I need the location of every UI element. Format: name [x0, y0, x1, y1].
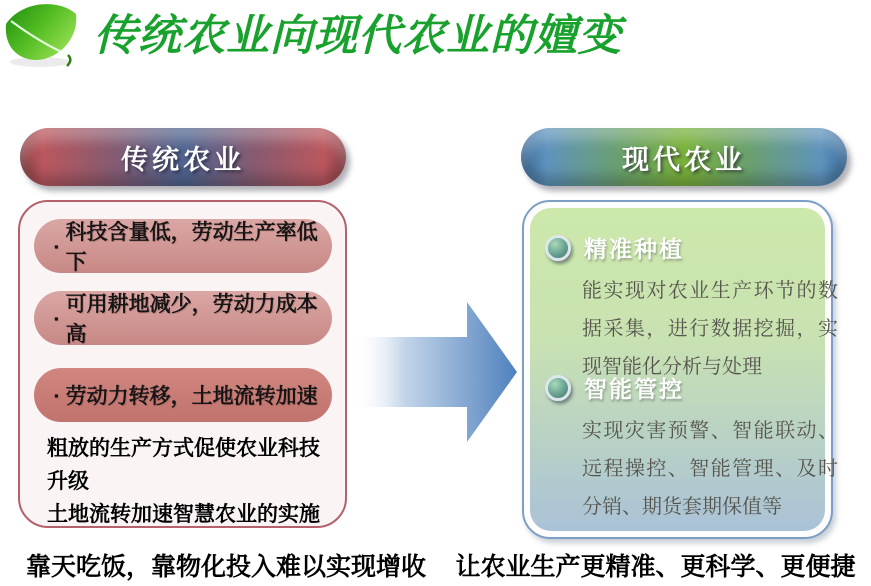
modern-section-2-title: 智能管控 — [584, 376, 684, 402]
sphere-bullet-icon — [545, 375, 571, 401]
traditional-item-2 — [34, 291, 332, 345]
modern-section-1-title: 精准种植 — [584, 236, 684, 262]
arrow-right-icon — [356, 299, 519, 446]
traditional-item-2-label: 可用耕地减少，劳动力成本高 — [65, 293, 318, 346]
square-bullet-icon: ▪ — [54, 238, 59, 254]
modern-section-2-body: 实现灾害预警、智能联动、远程操控、智能管理、及时分销、期货套期保值等 — [582, 420, 838, 518]
modern-section-1-body: 能实现对农业生产环节的数据采集，进行数据挖掘，实现智能化分析与处理 — [582, 280, 838, 378]
modern-section-2 — [545, 371, 838, 526]
modern-section-1 — [545, 231, 838, 386]
traditional-item-3 — [34, 368, 332, 422]
traditional-agriculture-header-label: 传统农业 — [121, 144, 245, 175]
traditional-caption: 靠天吃饭，靠物化投入难以实现增收 — [26, 553, 427, 581]
square-bullet-icon: ▪ — [54, 310, 59, 326]
modern-caption: 让农业生产更精准、更科学、更便捷 — [455, 553, 856, 581]
leaf-icon — [2, 2, 84, 72]
page-title: 传统农业向现代农业的嬗变 — [94, 12, 622, 60]
modern-section-2-head — [545, 371, 817, 404]
traditional-item-3-label: 劳动力转移，土地流转加速 — [65, 385, 318, 408]
sphere-bullet-icon — [545, 235, 571, 261]
traditional-agriculture-header — [20, 128, 346, 186]
modern-agriculture-header — [521, 128, 847, 186]
traditional-summary-line-1: 粗放的生产方式促使农业科技升级 — [47, 437, 320, 493]
traditional-agriculture-panel — [18, 200, 347, 528]
traditional-item-1 — [34, 219, 332, 273]
modern-agriculture-header-label: 现代农业 — [622, 144, 746, 175]
modern-agriculture-panel — [522, 200, 838, 539]
traditional-summary — [47, 432, 337, 531]
modern-section-1-head — [545, 231, 817, 264]
traditional-summary-line-2: 土地流转加速智慧农业的实施 — [47, 503, 320, 526]
traditional-item-1-label: 科技含量低，劳动生产率低下 — [65, 221, 318, 274]
square-bullet-icon: ▪ — [54, 387, 59, 403]
modern-agriculture-panel-inner — [530, 208, 838, 531]
